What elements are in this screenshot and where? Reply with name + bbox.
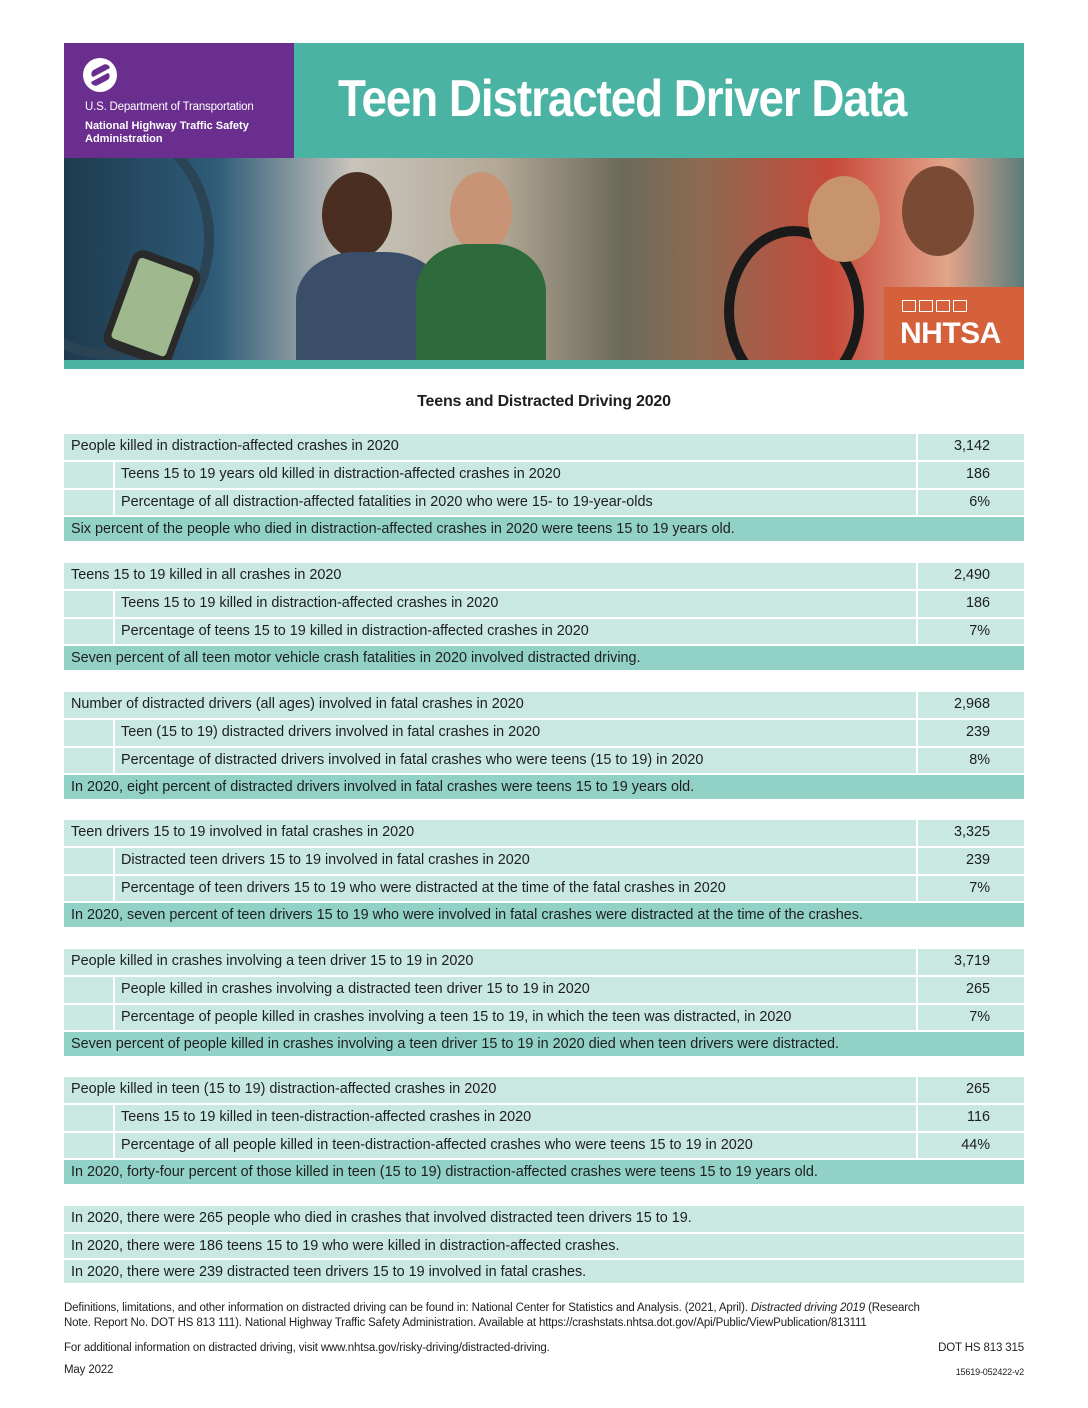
table-row-sub — [64, 874, 1024, 902]
row-value: 3,142 — [918, 434, 1024, 460]
title-band — [294, 43, 1024, 158]
group-summary: In 2020, forty-four percent of those killed in teen (15 to 19) distraction-affected crashes were teens 15 to 19 years old. — [64, 1158, 1024, 1184]
row-value: 3,719 — [918, 949, 1024, 975]
section-title: Teens and Distracted Driving 2020 — [417, 393, 671, 410]
table-row-main — [64, 692, 1024, 718]
fact-item: In 2020, there were 186 teens 15 to 19 who were killed in distraction-affected crashes. — [64, 1232, 1024, 1258]
row-value: 8% — [918, 748, 1024, 774]
row-value: 7% — [918, 619, 1024, 645]
row-label: People killed in distraction-affected crashes in 2020 — [64, 434, 916, 460]
table-row-sub — [64, 460, 1024, 488]
data-group-1 — [64, 434, 1024, 541]
table-row-sub — [64, 488, 1024, 516]
report-number: DOT HS 813 315 — [938, 1342, 1024, 1354]
table-row-sub — [64, 746, 1024, 774]
data-group-3 — [64, 692, 1024, 799]
row-value: 3,325 — [918, 820, 1024, 846]
definitions-note — [64, 1302, 1024, 1314]
table-row-main — [64, 1077, 1024, 1103]
teen-passenger-graphic — [450, 172, 512, 252]
teen-girl-graphic-1 — [808, 176, 880, 262]
teen-passenger-body-graphic — [416, 244, 546, 360]
additional-info: For additional information on distracted driving, visit www.nhtsa.gov/risky-driving/distracted-driving. — [64, 1342, 550, 1354]
table-row-sub — [64, 1103, 1024, 1131]
nhtsa-pictogram-icons — [902, 300, 967, 312]
row-value: 6% — [918, 490, 1024, 516]
header-photo — [64, 158, 1024, 360]
group-summary: In 2020, seven percent of teen drivers 15 to 19 who were involved in fatal crashes were distracted at the time of the crashes. — [64, 901, 1024, 927]
row-label: Teens 15 to 19 killed in all crashes in 2020 — [64, 563, 916, 589]
table-row-sub — [64, 1003, 1024, 1031]
table-row-main — [64, 820, 1024, 846]
dot-logo-icon — [83, 58, 117, 92]
department-name: U.S. Department of Transportation — [85, 101, 254, 113]
row-label: Percentage of teens 15 to 19 killed in distraction-affected crashes in 2020 — [115, 619, 916, 645]
row-value: 239 — [918, 848, 1024, 874]
header-divider — [64, 360, 1024, 369]
table-row-sub — [64, 846, 1024, 874]
teen-driver-graphic — [322, 172, 392, 258]
row-label: Percentage of people killed in crashes involving a teen 15 to 19, in which the teen was distracted, in 2020 — [115, 1005, 916, 1031]
nhtsa-logo — [884, 287, 1024, 360]
data-group-6 — [64, 1077, 1024, 1184]
administration-name: National Highway Traffic Safety Administration — [85, 120, 249, 145]
row-value: 265 — [918, 1077, 1024, 1103]
row-value: 7% — [918, 1005, 1024, 1031]
teen-girl-graphic-2 — [902, 166, 974, 256]
document-code: 15619-052422-v2 — [955, 1367, 1024, 1377]
definitions-note-line2: Note. Report No. DOT HS 813 111). National Highway Traffic Safety Administration. Available at https://crashstats.nhtsa.dot.gov/Api/Public/ViewPublication/813111 — [64, 1317, 867, 1329]
fact-item: In 2020, there were 239 distracted teen drivers 15 to 19 involved in fatal crashes. — [64, 1258, 1024, 1284]
publication-date: May 2022 — [64, 1364, 114, 1376]
table-row-sub — [64, 617, 1024, 645]
row-value: 2,490 — [918, 563, 1024, 589]
data-group-5 — [64, 949, 1024, 1056]
group-summary: Six percent of the people who died in distraction-affected crashes in 2020 were teens 15 to 19 years old. — [64, 515, 1024, 541]
row-value: 239 — [918, 720, 1024, 746]
group-summary: In 2020, eight percent of distracted drivers involved in fatal crashes were teens 15 to 19 years old. — [64, 773, 1024, 799]
table-row-sub — [64, 975, 1024, 1003]
agency-block — [64, 43, 294, 158]
row-label: People killed in teen (15 to 19) distraction-affected crashes in 2020 — [64, 1077, 916, 1103]
definitions-text-cont: (Research — [865, 1302, 920, 1314]
row-value: 44% — [918, 1133, 1024, 1159]
row-label: Number of distracted drivers (all ages) involved in fatal crashes in 2020 — [64, 692, 916, 718]
table-row-sub — [64, 589, 1024, 617]
row-label: Percentage of all people killed in teen-distraction-affected crashes who were teens 15 to 19 in 2020 — [115, 1133, 916, 1159]
header-banner — [64, 43, 1024, 158]
group-summary: Seven percent of people killed in crashes involving a teen driver 15 to 19 in 2020 died when teen drivers were distracted. — [64, 1030, 1024, 1056]
nhtsa-logo-text: NHTSA — [900, 317, 1001, 350]
row-label: Distracted teen drivers 15 to 19 involved in fatal crashes in 2020 — [115, 848, 916, 874]
data-group-4 — [64, 820, 1024, 927]
row-label: People killed in crashes involving a teen driver 15 to 19 in 2020 — [64, 949, 916, 975]
facts-list — [64, 1206, 1024, 1283]
data-group-2 — [64, 563, 1024, 670]
definitions-report-title: Distracted driving 2019 — [750, 1302, 866, 1314]
table-row-sub — [64, 718, 1024, 746]
row-value: 7% — [918, 876, 1024, 902]
row-label: Teen drivers 15 to 19 involved in fatal crashes in 2020 — [64, 820, 916, 846]
row-value: 186 — [918, 591, 1024, 617]
group-summary: Seven percent of all teen motor vehicle crash fatalities in 2020 involved distracted driving. — [64, 644, 1024, 670]
definitions-text: Definitions, limitations, and other information on distracted driving can be found in: National Center for Statistics and Analysis. (2021, April). — [64, 1302, 751, 1314]
table-row-main — [64, 563, 1024, 589]
row-label: Percentage of all distraction-affected fatalities in 2020 who were 15- to 19-year-olds — [115, 490, 916, 516]
row-label: Teens 15 to 19 years old killed in distraction-affected crashes in 2020 — [115, 462, 916, 488]
row-label: People killed in crashes involving a distracted teen driver 15 to 19 in 2020 — [115, 977, 916, 1003]
fact-item: In 2020, there were 265 people who died in crashes that involved distracted teen drivers 15 to 19. — [64, 1206, 1024, 1232]
table-row-main — [64, 949, 1024, 975]
row-value: 116 — [918, 1105, 1024, 1131]
row-label: Percentage of distracted drivers involved in fatal crashes who were teens (15 to 19) in 2020 — [115, 748, 916, 774]
table-row-sub — [64, 1131, 1024, 1159]
row-label: Teen (15 to 19) distracted drivers involved in fatal crashes in 2020 — [115, 720, 916, 746]
page-title: Teen Distracted Driver Data — [338, 70, 907, 128]
table-row-main — [64, 434, 1024, 460]
row-label: Teens 15 to 19 killed in distraction-affected crashes in 2020 — [115, 591, 916, 617]
row-value: 265 — [918, 977, 1024, 1003]
row-value: 2,968 — [918, 692, 1024, 718]
row-label: Teens 15 to 19 killed in teen-distraction-affected crashes in 2020 — [115, 1105, 916, 1131]
row-value: 186 — [918, 462, 1024, 488]
row-label: Percentage of teen drivers 15 to 19 who were distracted at the time of the fatal crashes in 2020 — [115, 876, 916, 902]
